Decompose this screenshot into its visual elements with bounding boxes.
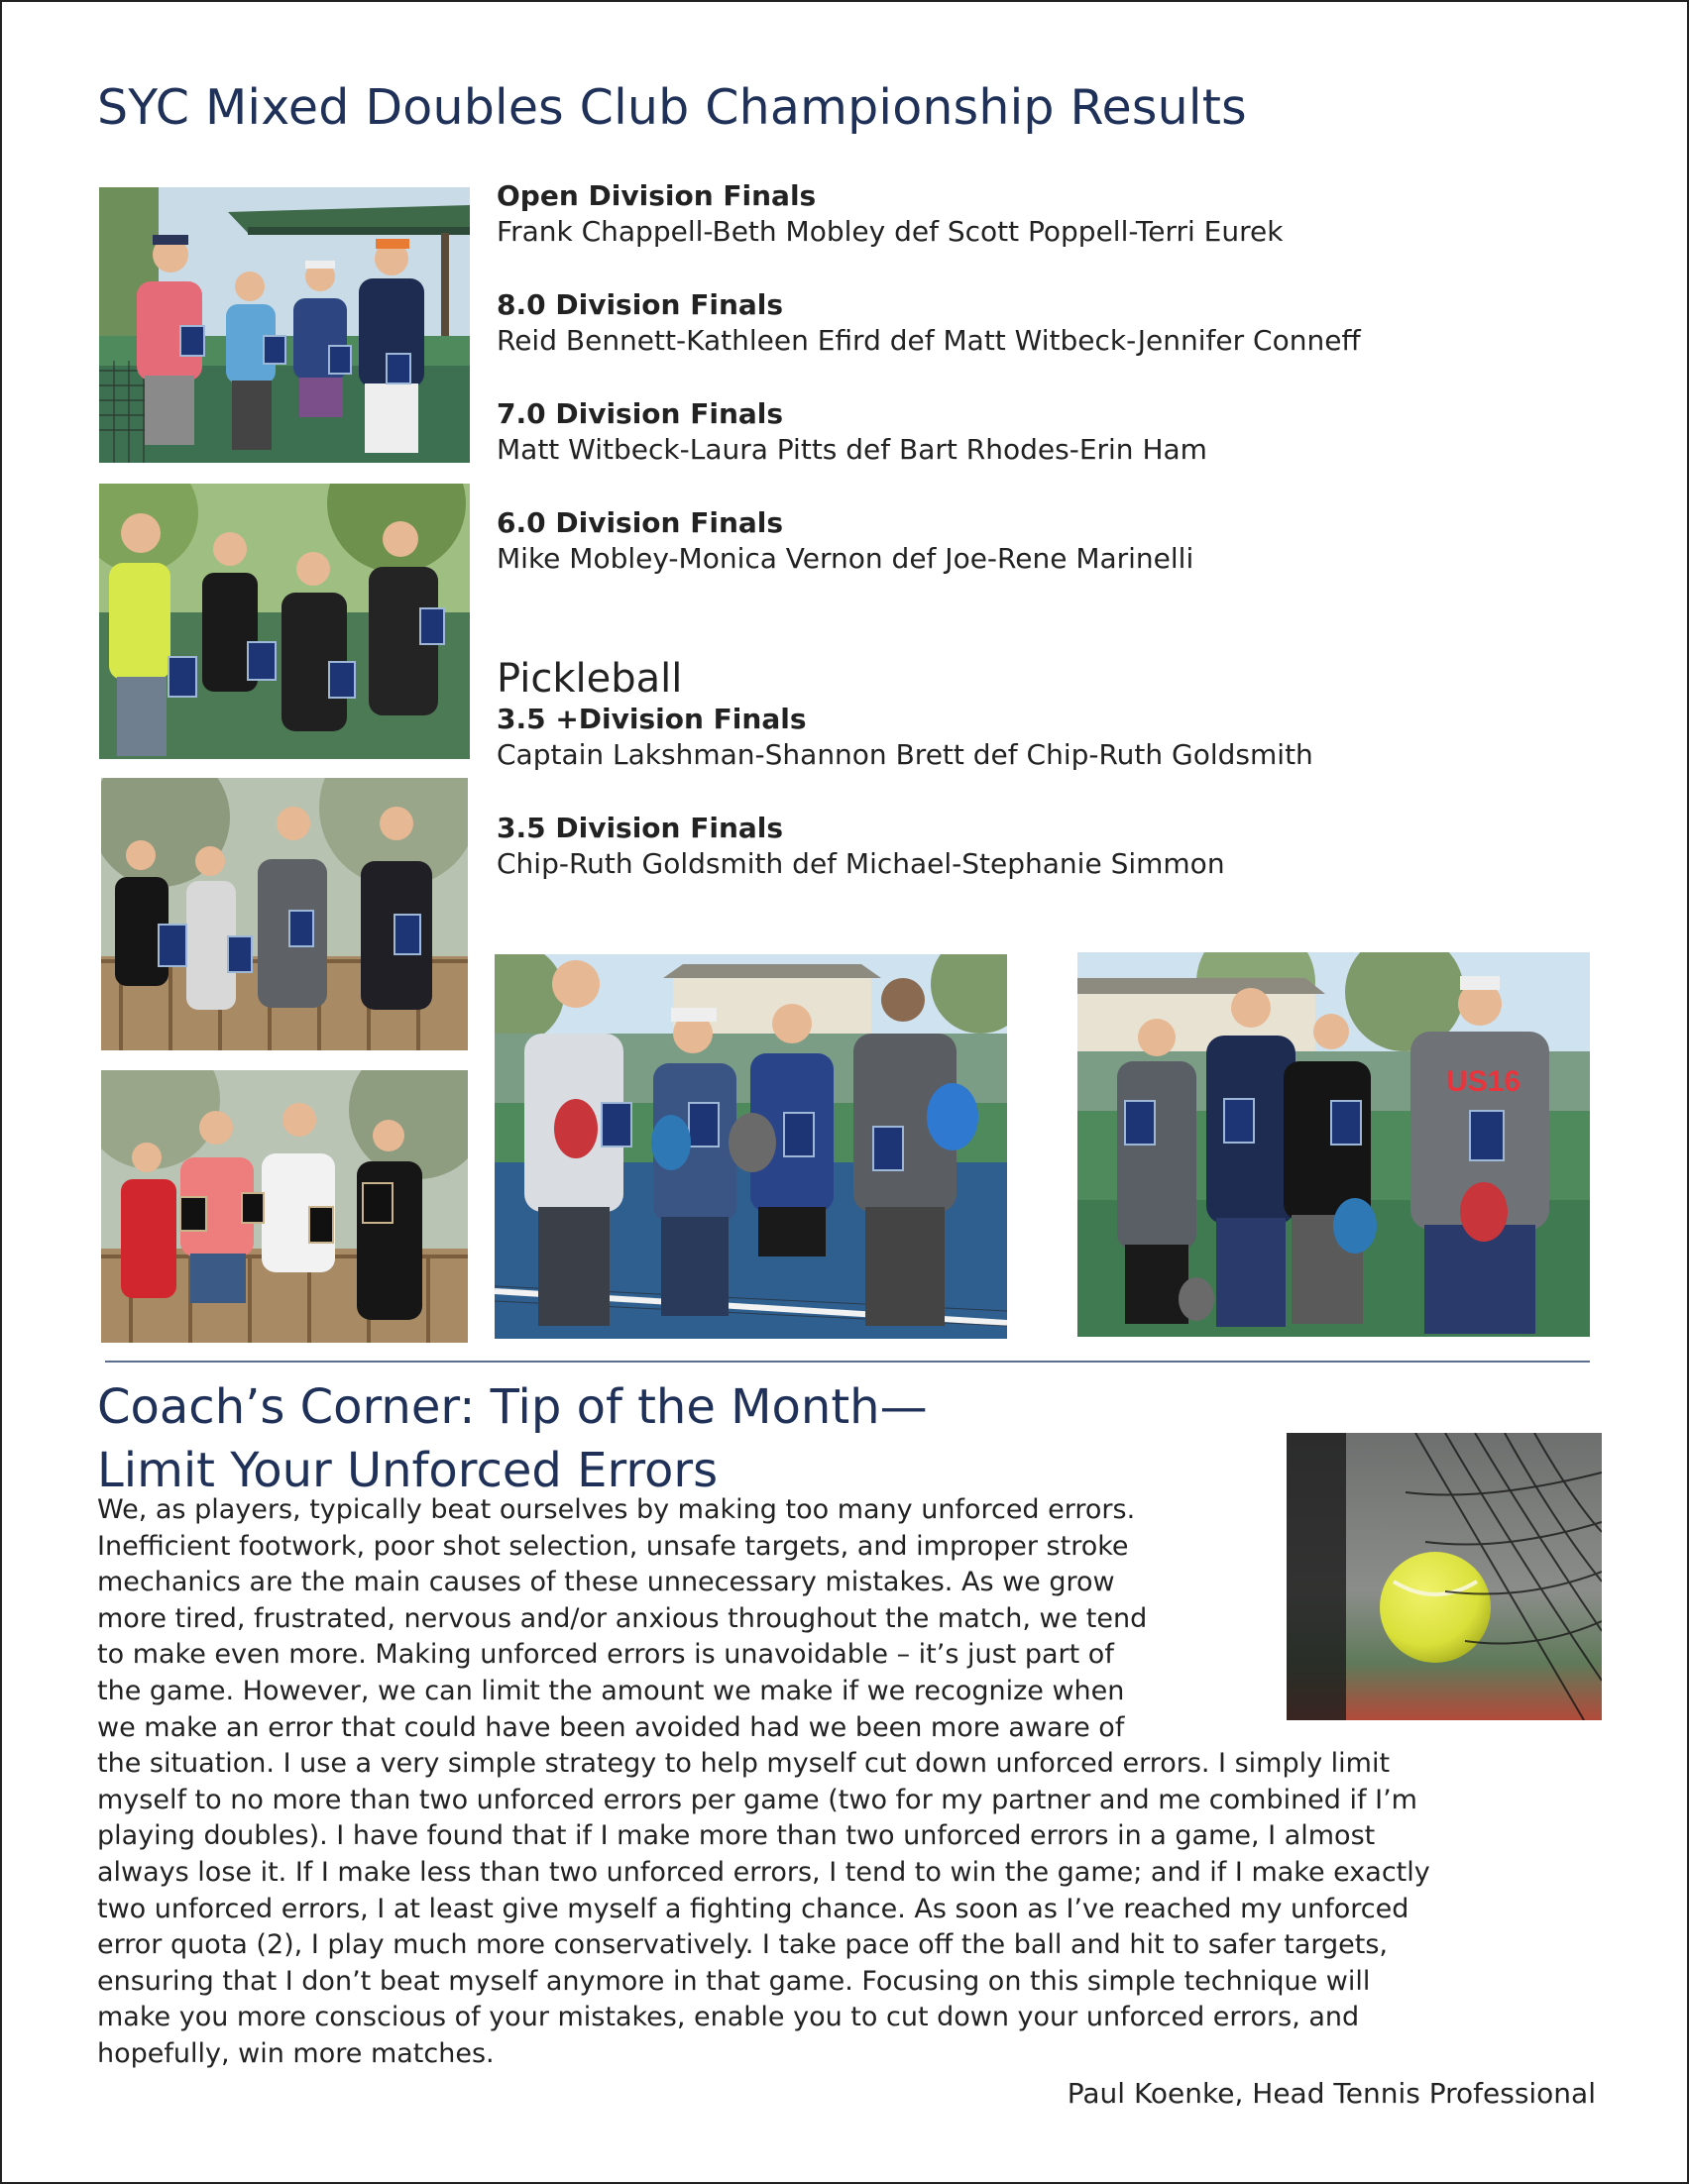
coach-corner-title: [97, 1375, 928, 1502]
author-signature: Paul Koenke, Head Tennis Professional: [1067, 2077, 1596, 2110]
page-title: SYC Mixed Doubles Club Championship Results: [97, 79, 1247, 136]
coach-corner-body: [97, 1492, 1614, 2073]
body-line: mechanics are the main causes of these unnecessary mistakes. As we grow: [97, 1567, 1115, 1598]
result-heading: 8.0 Division Finals: [497, 288, 784, 321]
photo-shirt-text: US16: [1446, 1065, 1521, 1098]
result-heading: Open Division Finals: [497, 179, 817, 212]
body-line: we make an error that could have been avoided had we been more aware of: [97, 1711, 1125, 1743]
result-heading: 6.0 Division Finals: [497, 506, 784, 539]
body-line: always lose it. If I make less than two unforced errors, I tend to win the game; and if I make exactly: [97, 1856, 1430, 1888]
body-line: We, as players, typically beat ourselves by making too many unforced errors.: [97, 1494, 1136, 1525]
result-heading: 7.0 Division Finals: [497, 397, 784, 430]
result-text: Captain Lakshman-Shannon Brett def Chip-Ruth Goldsmith: [497, 738, 1313, 771]
body-line: make you more conscious of your mistakes, enable you to cut down your unforced errors, and: [97, 2002, 1360, 2033]
body-line: two unforced errors, I at least give myself a fighting chance. As soon as I’ve reached my unforced: [97, 1893, 1409, 1924]
body-line: more tired, frustrated, nervous and/or anxious throughout the match, we tend: [97, 1602, 1148, 1634]
photo-8-division-winners: [99, 484, 470, 759]
photo-open-division-winners: [99, 187, 470, 463]
result-heading: 3.5 +Division Finals: [497, 703, 807, 735]
result-heading: 3.5 Division Finals: [497, 812, 784, 844]
body-line: playing doubles). I have found that if I make more than two unforced errors in a game, I almost: [97, 1820, 1376, 1852]
body-line: error quota (2), I play much more conservatively. I take pace off the ball and hit to safer targets,: [97, 1929, 1388, 1961]
photo-6-division-winners: [101, 1070, 468, 1343]
photo-pickleball-3-5-winners: [1077, 952, 1590, 1337]
pickleball-heading: Pickleball: [497, 656, 683, 702]
result-text: Mike Mobley-Monica Vernon def Joe-Rene Marinelli: [497, 542, 1194, 575]
body-line: Inefficient footwork, poor shot selection, unsafe targets, and improper stroke: [97, 1530, 1129, 1562]
body-line: the game. However, we can limit the amount we make if we recognize when: [97, 1675, 1125, 1706]
coach-title-line-1: Coach’s Corner: Tip of the Month—: [97, 1379, 928, 1435]
result-text: Matt Witbeck-Laura Pitts def Bart Rhodes-Erin Ham: [497, 433, 1207, 466]
result-text: Reid Bennett-Kathleen Efird def Matt Witbeck-Jennifer Conneff: [497, 324, 1361, 357]
photo-7-division-winners: [101, 778, 468, 1050]
result-open-division: [497, 178, 1283, 250]
photo-pickleball-3-5-plus-winners: [495, 954, 1007, 1339]
body-line: ensuring that I don’t beat myself anymore in that game. Focusing on this simple technique will: [97, 1965, 1371, 1997]
body-line: hopefully, win more matches.: [97, 2037, 495, 2069]
result-pickleball-3-5: [497, 811, 1225, 882]
result-text: Frank Chappell-Beth Mobley def Scott Poppell-Terri Eurek: [497, 215, 1284, 248]
result-6-division: [497, 505, 1193, 577]
result-pickleball-3-5-plus: [497, 702, 1313, 773]
result-8-division: [497, 287, 1361, 359]
coach-title-line-2: Limit Your Unforced Errors: [97, 1443, 719, 1498]
section-divider: [105, 1361, 1590, 1363]
body-line: to make even more. Making unforced errors is unavoidable – it’s just part of: [97, 1639, 1114, 1671]
result-text: Chip-Ruth Goldsmith def Michael-Stephanie Simmon: [497, 847, 1225, 880]
body-line: the situation. I use a very simple strategy to help myself cut down unforced errors. I simply limit: [97, 1748, 1391, 1780]
body-line: myself to no more than two unforced errors per game (two for my partner and me combined if I’m: [97, 1784, 1417, 1815]
result-7-division: [497, 396, 1207, 468]
